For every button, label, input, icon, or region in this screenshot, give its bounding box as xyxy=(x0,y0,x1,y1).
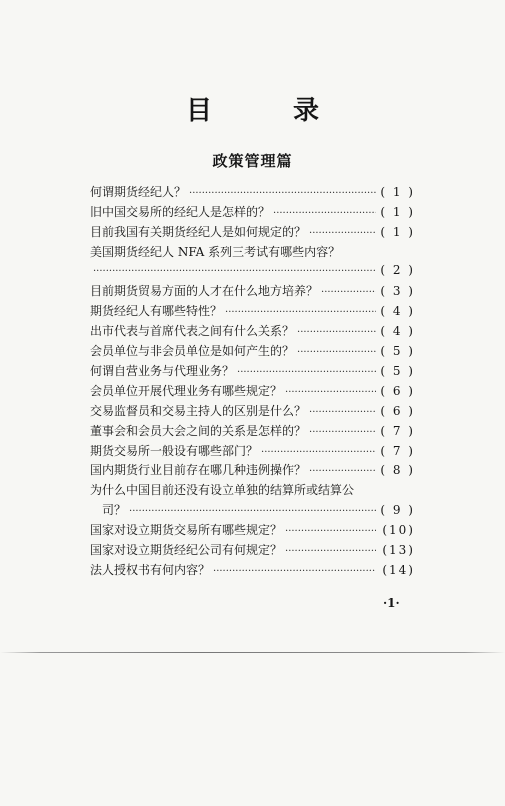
toc-entry-title: 何谓期货经纪人？ xyxy=(90,185,187,199)
leader-dots xyxy=(309,427,376,438)
toc-entry-title: 国家对设立期货经纪公司有何规定？ xyxy=(90,543,283,558)
toc-entry xyxy=(90,402,415,422)
toc-entry xyxy=(90,422,415,442)
toc-entry xyxy=(90,302,415,322)
toc-entry-page: ( 7 ) xyxy=(380,423,415,438)
toc-entry-page: ( 9 ) xyxy=(380,503,415,518)
section-heading: 政策管理篇 xyxy=(212,152,293,170)
toc-entry-page: ( 5 ) xyxy=(380,364,415,379)
leader-dots xyxy=(261,447,376,458)
toc-entry-page: ( 1 ) xyxy=(380,185,415,199)
toc-list xyxy=(90,183,415,581)
toc-entry xyxy=(90,382,415,402)
leader-dots xyxy=(309,407,376,418)
leader-dots xyxy=(273,208,376,219)
toc-entry-page: ( 6 ) xyxy=(380,403,415,418)
toc-entry-title: 会员单位与非会员单位是如何产生的？ xyxy=(90,344,295,359)
toc-entry xyxy=(90,481,415,501)
toc-entry-title: 会员单位开展代理业务有哪些规定？ xyxy=(90,383,283,398)
toc-entry-page: ( 5 ) xyxy=(380,344,415,359)
toc-entry-title: 国家对设立期货交易所有哪些规定？ xyxy=(90,523,283,538)
toc-entry xyxy=(90,282,415,302)
leader-dots xyxy=(285,387,376,398)
leader-dots xyxy=(309,466,376,477)
toc-entry-page: ( 8 ) xyxy=(380,463,415,478)
page-title: 目 录 xyxy=(185,96,356,126)
toc-entry xyxy=(90,183,415,203)
leader-dots xyxy=(93,266,376,277)
leader-dots xyxy=(189,188,376,199)
leader-dots xyxy=(237,367,376,378)
toc-entry-page: (14) xyxy=(382,562,415,577)
toc-entry-page: ( 1 ) xyxy=(380,224,415,239)
toc-entry-page: ( 4 ) xyxy=(380,304,415,319)
toc-entry-title: 期货交易所一般设有哪些部门？ xyxy=(90,443,259,458)
toc-entry-title: 董事会和会员大会之间的关系是怎样的？ xyxy=(90,423,307,438)
toc-entry-page: ( 2 ) xyxy=(380,262,415,277)
toc-entry-title: 法人授权书有何内容？ xyxy=(90,562,211,577)
page-number: ·1· xyxy=(383,596,400,610)
leader-dots xyxy=(309,228,376,239)
toc-entry-title: 目前期货贸易方面的人才在什么地方培养？ xyxy=(90,284,319,299)
leader-dots xyxy=(297,347,376,358)
toc-entry-title: 国内期货行业目前存在哪几种违例操作？ xyxy=(90,463,307,478)
toc-entry xyxy=(90,521,415,541)
toc-entry-title: 交易监督员和交易主持人的区别是什么？ xyxy=(90,403,307,418)
leader-dots xyxy=(321,287,376,298)
toc-entry-page: ( 1 ) xyxy=(380,204,415,219)
leader-dots xyxy=(129,506,376,517)
toc-entry-title: 期货经纪人有哪些特性？ xyxy=(90,304,223,319)
toc-entry xyxy=(90,442,415,462)
toc-entry-title: 为什么中国目前还没有设立单独的结算所或结算公 xyxy=(90,483,355,498)
toc-entry-page: ( 3 ) xyxy=(380,284,415,299)
leader-dots xyxy=(225,307,376,318)
toc-entry-page: (10) xyxy=(382,523,415,538)
leader-dots xyxy=(285,546,376,557)
page-edge-line xyxy=(0,652,505,653)
toc-entry-title: 美国期货经纪人 NFA 系列三考试有哪些内容？ xyxy=(90,244,341,259)
toc-entry-title: 何谓自营业务与代理业务？ xyxy=(90,364,235,379)
toc-entry-page: ( 6 ) xyxy=(380,383,415,398)
toc-entry-title: 出市代表与首席代表之间有什么关系？ xyxy=(90,324,295,339)
toc-entry-title: 司？ xyxy=(102,503,127,518)
toc-entry-continuation xyxy=(90,263,415,283)
toc-entry-title: 目前我国有关期货经纪人是如何规定的？ xyxy=(90,224,307,239)
toc-entry-continuation xyxy=(90,501,415,521)
toc-entry xyxy=(90,461,415,481)
toc-entry-page: (13) xyxy=(382,543,415,558)
toc-entry xyxy=(90,203,415,223)
toc-entry xyxy=(90,362,415,382)
toc-entry xyxy=(90,541,415,561)
toc-entry xyxy=(90,561,415,581)
toc-entry xyxy=(90,223,415,243)
toc-entry xyxy=(90,322,415,342)
leader-dots xyxy=(285,526,376,537)
toc-entry-page: ( 7 ) xyxy=(380,443,415,458)
toc-entry-title: 旧中国交易所的经纪人是怎样的？ xyxy=(90,204,271,219)
toc-entry xyxy=(90,243,415,263)
toc-entry-page: ( 4 ) xyxy=(380,324,415,339)
toc-entry xyxy=(90,342,415,362)
leader-dots xyxy=(297,327,376,338)
leader-dots xyxy=(213,566,376,577)
